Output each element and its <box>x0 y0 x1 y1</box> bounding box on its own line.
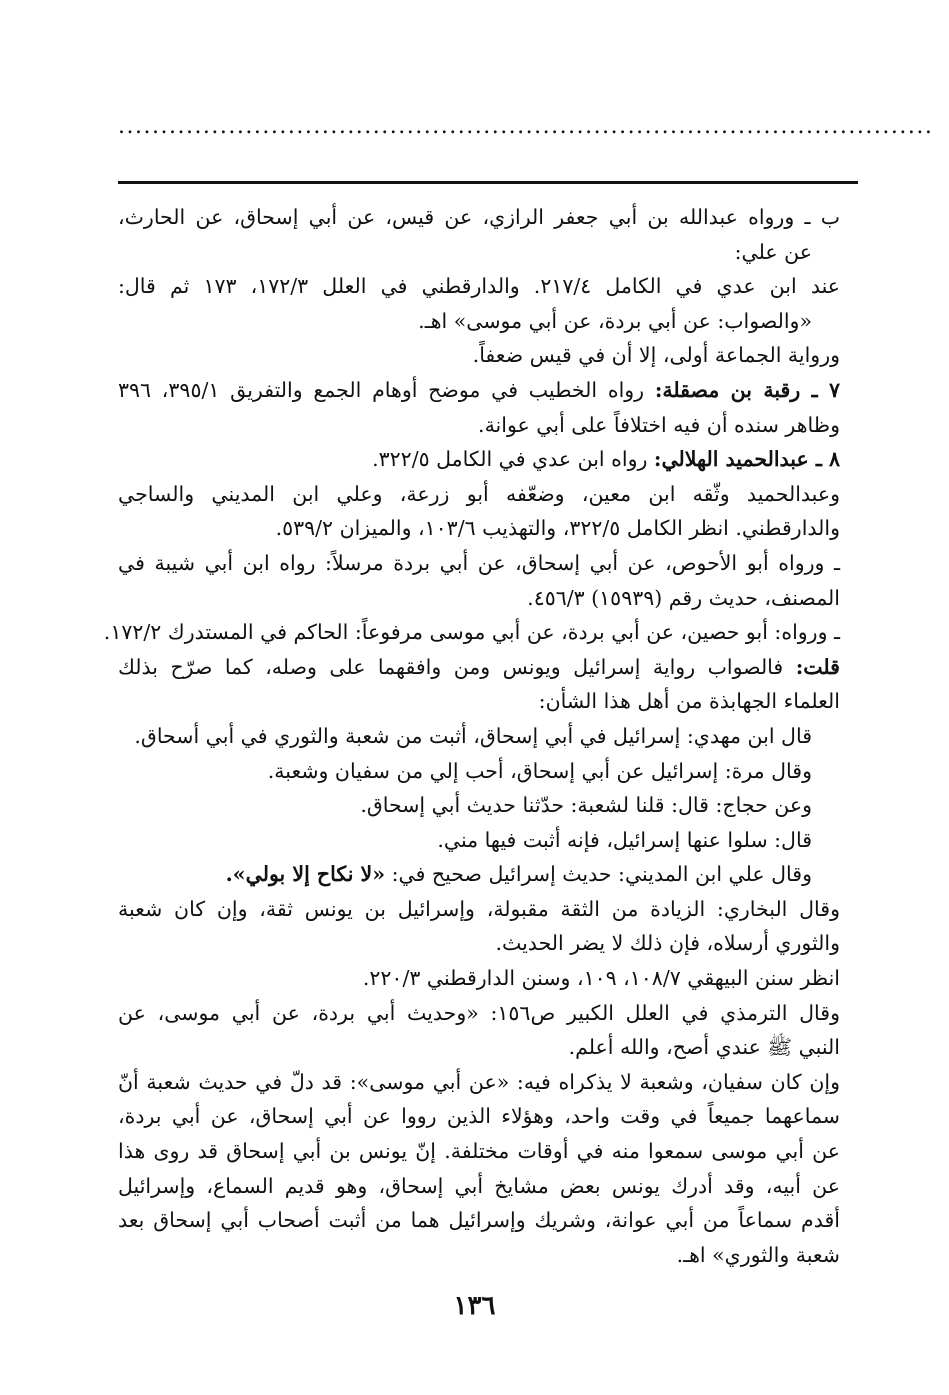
text-line: وقال الترمذي في العلل الكبير ص١٥٦: «وحديث أبي بردة، عن أبي موسى، عن <box>118 1000 840 1025</box>
text-line: قال ابن مهدي: إسرائيل في أبي إسحاق، أثبت من شعبة والثوري في أبي أسحاق. <box>134 723 812 748</box>
text-line: وقال علي ابن المديني: حديث إسرائيل صحيح في: «لا نكاح إلا بولي». <box>225 862 812 887</box>
page-number: ١٣٦ <box>453 1291 496 1321</box>
text-line: المصنف، حديث رقم (١٥٩٣٩) ٤٥٦/٣. <box>527 585 840 610</box>
text-line: عن أبي موسى سمعوا منه في أوقات مختلفة. إنّ يونس بن أبي إسحاق قد روى هذا <box>118 1139 840 1164</box>
text-line: انظر سنن البيهقي ١٠٨/٧، ١٠٩، وسنن الدارقطني ٢٢٠/٣. <box>362 966 840 991</box>
text-line: وعبدالحميد وثّقه ابن معين، وضعّفه أبو زرعة، وعلي ابن المديني والساجي <box>118 481 840 506</box>
footnote-text <box>103 200 840 1272</box>
text-line: ـ ورواه: أبو حصين، عن أبي بردة، عن أبي موسى مرفوعاً: الحاكم في المستدرك ١٧٢/٢. <box>103 620 840 645</box>
text-line: عند ابن عدي في الكامل ٢١٧/٤. والدارقطني في العلل ١٧٢/٣، ١٧٣ ثم قال: <box>118 274 840 299</box>
text-line: العلماء الجهابذة من أهل هذا الشأن: <box>538 689 840 714</box>
text-line: سماعهما جميعاً في وقت واحد، وهؤلاء الذين رووا عن أبي إسحاق، عن أبي بردة، <box>118 1104 840 1129</box>
separator-dots: ................................................................................................ <box>118 114 934 139</box>
text-line: وظاهر سنده أن فيه اختلافاً على أبي عوانة. <box>478 412 840 437</box>
text-line: عن أبيه، وقد أدرك يونس بعض مشايخ أبي إسحاق، وهو قديم السماع، وإسرائيل <box>118 1173 840 1198</box>
text-line: أقدم سماعاً من أبي عوانة، وشريك وإسرائيل هما من أثبت أصحاب أبي إسحاق بعد <box>118 1208 840 1233</box>
text-line: ٧ ـ رقبة بن مصقلة: رواه الخطيب في موضح أوهام الجمع والتفريق ٣٩٥/١، ٣٩٦ <box>118 377 840 402</box>
text-line: وعن حجاج: قال: قلنا لشعبة: حدّثنا حديث أبي إسحاق. <box>360 793 812 818</box>
narrator-heading: ٨ ـ عبدالحميد الهلالي: <box>653 447 840 472</box>
text-line: ب ـ ورواه عبدالله بن أبي جعفر الرازي، عن قيس، عن أبي إسحاق، عن الحارث، <box>118 205 840 229</box>
text-line: والدارقطني. انظر الكامل ٣٢٢/٥، والتهذيب ١٠٣/٦، والميزان ٥٣٩/٢. <box>275 516 840 541</box>
narrator-heading: ٧ ـ رقبة بن مصقلة: <box>654 377 840 402</box>
text-line: وقال البخاري: الزيادة من الثقة مقبولة، وإسرائيل بن يونس ثقة، وإن كان شعبة <box>118 896 840 921</box>
text-line: قلت: فالصواب رواية إسرائيل ويونس ومن وافقهما على وصله، كما صرّح بذلك <box>118 654 840 679</box>
text-line: ورواية الجماعة أولى، إلا أن في قيس ضعفاً. <box>472 343 840 368</box>
text-line: وقال مرة: إسرائيل عن أبي إسحاق، أحب إلي من سفيان وشعبة. <box>267 758 812 783</box>
text-line: ٨ ـ عبدالحميد الهلالي: رواه ابن عدي في الكامل ٣٢٢/٥. <box>372 447 840 472</box>
text-line: وإن كان سفيان، وشعبة لا يذكراه فيه: «عن أبي موسى»: قد دلّ في حديث شعبة أنّ <box>118 1069 840 1094</box>
text-line: النبي ﷺ عندي أصح، والله أعلم. <box>568 1035 840 1060</box>
footnote-rule <box>118 181 858 184</box>
text-line: عن علي: <box>734 239 812 264</box>
hadith-quote: «لا نكاح إلا بولي». <box>225 862 386 887</box>
text-line: ـ ورواه أبو الأحوص، عن أبي إسحاق، عن أبي بردة مرسلاً: رواه ابن أبي شيبة في <box>118 550 840 575</box>
text-line: والثوري أرسلاه، فإن ذلك لا يضر الحديث. <box>495 931 840 956</box>
text-line: «والصواب: عن أبي بردة، عن أبي موسى» اهـ. <box>418 308 812 333</box>
text-line: شعبة والثوري» اهـ. <box>676 1242 840 1267</box>
text-line: قال: سلوا عنها إسرائيل، فإنه أثبت فيها مني. <box>437 827 812 852</box>
qultu-heading: قلت: <box>795 654 840 679</box>
